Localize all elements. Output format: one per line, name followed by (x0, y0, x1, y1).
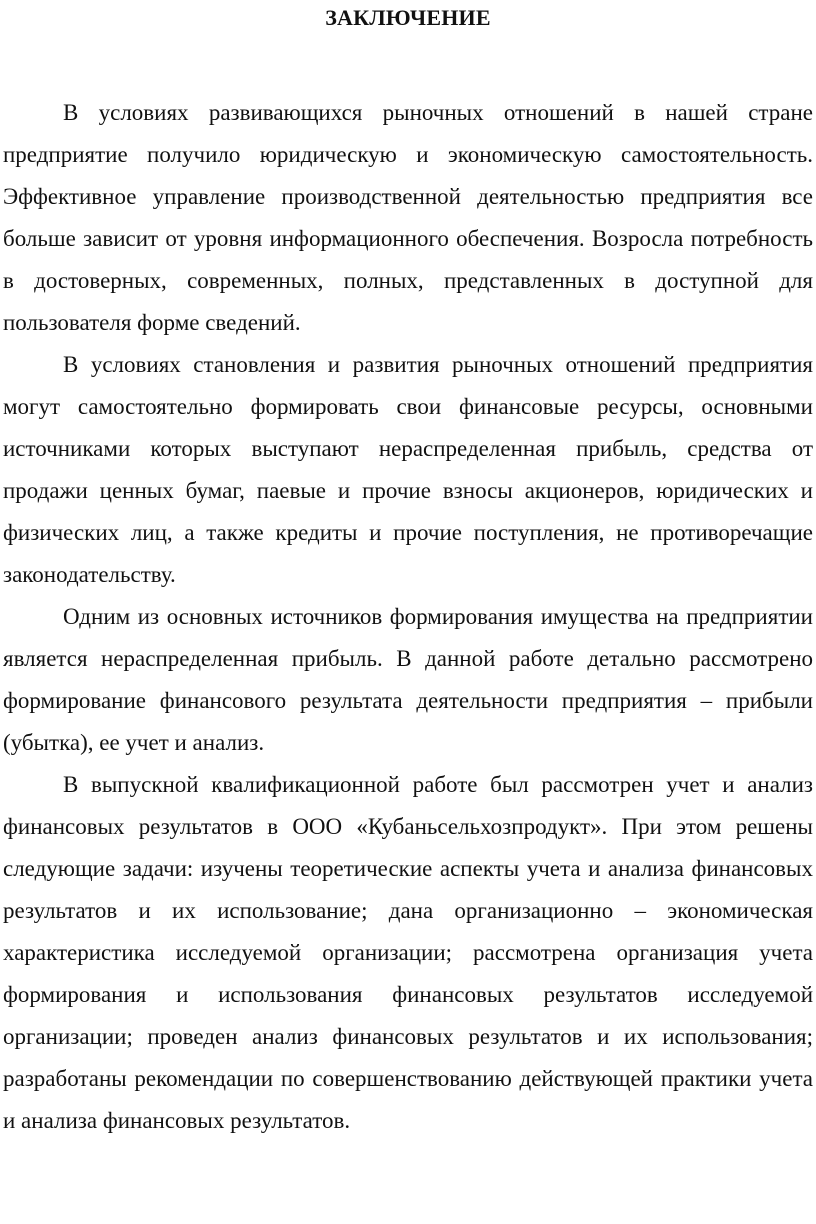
paragraph-4: В выпускной квалификационной работе был рассмотрен учет и анализ финансовых результатов в ООО «Кубаньсельхозпродукт». При этом решены следующие задачи: изучены теоретические аспекты учета и анализа финансовых результатов и их использование; дана организационно – экономическая характеристика исследуемой организации; рассмотрена организация учета формирования и использования финансовых результатов исследуемой организации; проведен анализ финансовых результатов и их использования; разработаны рекомендации по совершенствованию действующей практики учета и анализа финансовых результатов. (3, 772, 813, 1133)
paragraph-3: Одним из основных источников формирования имущества на предприятии является нераспределенная прибыль. В данной работе детально рассмотрено формирование финансового результата деятельности предприятия – прибыли (убытка), ее учет и анализ. (3, 604, 813, 755)
document-title: ЗАКЛЮЧЕНИЕ (325, 5, 491, 30)
paragraph-2: В условиях становления и развития рыночных отношений предприятия могут самостоятельно формировать свои финансовые ресурсы, основными источниками которых выступают нераспределенная прибыль, средства от продажи ценных бумаг, паевые и прочие взносы акционеров, юридических и физических лиц, а также кредиты и прочие поступления, не противоречащие законодательству. (3, 352, 813, 587)
document-page (3, 0, 813, 1142)
paragraph-1: В условиях развивающихся рыночных отношений в нашей стране предприятие получило юридическую и экономическую самостоятельность. Эффективное управление производственной деятельностью предприятия все больше зависит от уровня информационного обеспечения. Возросла потребность в достоверных, современных, полных, представленных в доступной для пользователя форме сведений. (3, 100, 813, 335)
title-spacer (3, 30, 813, 92)
